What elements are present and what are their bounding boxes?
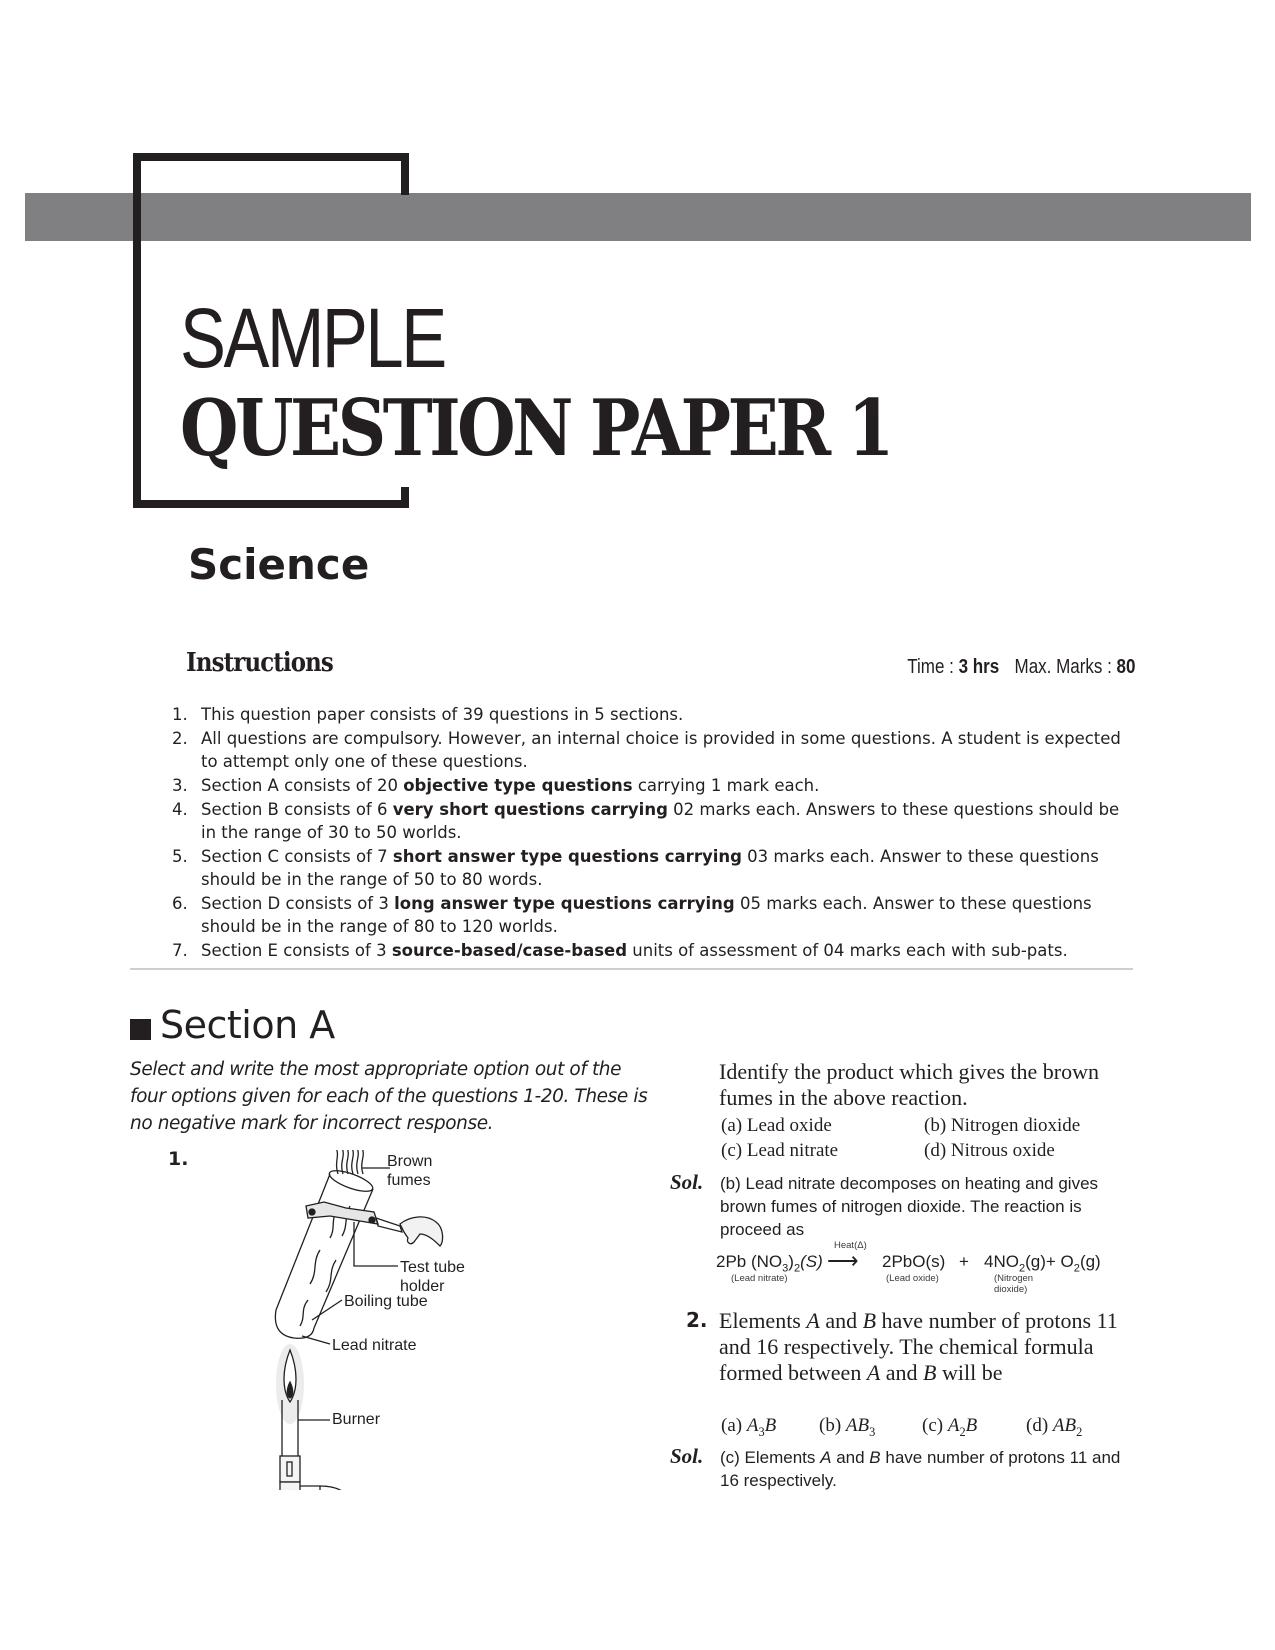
instruction-item: 2. All questions are compulsory. However, an internal choice is provided in some questions. A student is expected to attempt only one of these questions. <box>172 729 1121 771</box>
header-band <box>25 193 1251 241</box>
title-frame <box>133 153 409 161</box>
q2-solution-tag: Sol. <box>670 1444 704 1468</box>
q2-option-d: (d) $AB_2$ <box>1026 1415 1083 1439</box>
eq-condition: Heat(Δ) <box>834 1240 867 1251</box>
title-sample: SAMPLE <box>180 291 445 385</box>
marks-label: Max. Marks : <box>1014 656 1117 678</box>
label-brown-fumes: Brown fumes <box>387 1153 433 1189</box>
exam-meta <box>907 656 1135 679</box>
eq-caption-nitrogen-dioxide: (Nitrogen dioxide) <box>994 1273 1034 1295</box>
section-a-heading: Section A <box>160 1003 335 1047</box>
instruction-item: 5. Section C consists of 7 short answer type questions carrying 03 marks each. Answer to these questions should be in the range of 50 to 80 words. <box>172 847 1099 889</box>
q1-option-c: (c) Lead nitrate <box>721 1140 839 1161</box>
eq-product-lead-oxide: 2PbO(s) <box>882 1252 946 1271</box>
title-frame-left <box>133 153 141 508</box>
section-divider <box>130 968 1133 970</box>
instruction-item: 6. Section D consists of 3 long answer type questions carrying 05 marks each. Answer to these questions should be in the range of 80 to 120 worlds. <box>172 894 1092 936</box>
q1-option-b: (b) Nitrogen dioxide <box>924 1115 1081 1136</box>
section-square-icon <box>130 1019 151 1040</box>
q1-option-a: (a) Lead oxide <box>721 1115 832 1136</box>
q1-solution-tag: Sol. <box>670 1170 704 1194</box>
eq-caption-lead-nitrate: (Lead nitrate) <box>731 1273 788 1284</box>
question-1-number: 1. <box>168 1148 189 1170</box>
instruction-item: 1. This question paper consists of 39 questions in 5 sections. <box>172 705 684 724</box>
instructions-list <box>172 703 1132 963</box>
q2-option-c: (c) $A_2B$ <box>922 1415 978 1439</box>
label-boiling-tube: Boiling tube <box>344 1293 428 1310</box>
instruction-item: 3. Section A consists of 20 objective type questions carrying 1 mark each. <box>172 776 820 795</box>
time-value: 3 hrs <box>958 656 999 678</box>
instructions-heading: Instructions <box>186 648 333 678</box>
eq-reactant: 2Pb $(NO_3)_2(S)$ <box>716 1252 823 1275</box>
q1-solution-text: (b) Lead nitrate decomposes on heating and gives brown fumes of nitrogen dioxide. The reaction is proceed as <box>720 1174 1099 1239</box>
time-label: Time : <box>906 656 959 678</box>
subject-heading: Science <box>188 540 370 589</box>
lead-nitrate-heating-diagram <box>250 1150 510 1490</box>
chemical-equation <box>716 1240 1156 1302</box>
question-2-number: 2. <box>686 1308 708 1332</box>
q2-option-b: (b) $AB_3$ <box>819 1415 876 1439</box>
question-2-text: Elements A and B have number of protons 11 and 16 respectively. The chemical formula formed between A and B will be <box>719 1308 1118 1385</box>
title-frame-right-bottom <box>401 487 409 508</box>
label-test-tube-holder: Test tube holder <box>400 1259 465 1295</box>
title-frame-right-top <box>401 153 409 195</box>
eq-arrow: ⟶ <box>827 1248 859 1273</box>
q2-option-a: (a) $A_3B$ <box>721 1415 777 1439</box>
title-question-paper: QUESTION PAPER 1 <box>180 383 891 474</box>
instruction-item: 4. Section B consists of 6 very short questions carrying 02 marks each. Answers to these questions should be in the range of 30 to 50 worlds. <box>172 800 1120 842</box>
question-1-text: Identify the product which gives the brown fumes in the above reaction. <box>719 1059 1100 1110</box>
marks-value: 80 <box>1116 656 1135 678</box>
q2-solution-text: (c) Elements A and B have number of protons 11 and 16 respectively. <box>720 1448 1121 1490</box>
q1-option-d: (d) Nitrous oxide <box>924 1140 1055 1161</box>
eq-plus: + <box>959 1252 969 1271</box>
eq-product-no2: $4NO_2(g)+ O_2(g)$ <box>984 1252 1101 1275</box>
instruction-item: 7. Section E consists of 3 source-based/case-based units of assessment of 04 marks each with sub-pats. <box>172 941 1068 960</box>
eq-caption-lead-oxide: (Lead oxide) <box>886 1273 939 1284</box>
title-frame-bottom <box>133 500 409 508</box>
section-a-note: Select and write the most appropriate option out of the four options given for each of the questions 1-20. These is no negative mark for incorrect response. <box>130 1059 648 1134</box>
label-lead-nitrate: Lead nitrate <box>332 1337 417 1354</box>
label-burner: Burner <box>332 1411 381 1428</box>
apparatus-illustration <box>250 1150 510 1490</box>
